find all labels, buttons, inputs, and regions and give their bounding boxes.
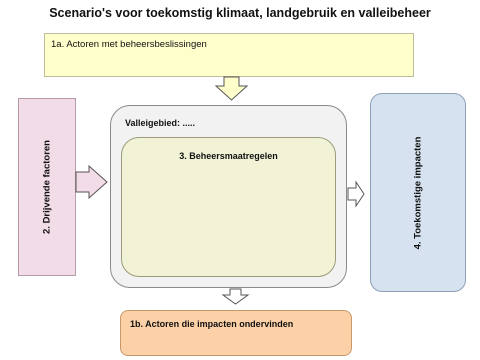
box-actors-impacts xyxy=(120,310,352,356)
box-future-impacts xyxy=(370,93,466,292)
box-future-impacts-label: 4. Toekomstige impacten xyxy=(412,136,424,249)
arrow-down-top xyxy=(216,77,247,100)
diagram-title: Scenario's voor toekomstig klimaat, landgebruik en valleibeheer xyxy=(49,6,431,20)
box-management-measures xyxy=(121,137,336,277)
arrow-right-impacts xyxy=(348,182,364,206)
box-actors-decisions xyxy=(44,33,414,77)
arrow-down-bottom xyxy=(223,289,248,304)
box-actors-impacts-label: 1b. Actoren die impacten ondervinden xyxy=(130,319,294,329)
box-driving-factors-label: 2. Drijvende factoren xyxy=(41,140,53,234)
arrow-right-drivers xyxy=(76,166,107,198)
box-management-measures-label: 3. Beheersmaatregelen xyxy=(179,151,278,161)
box-valley-area-label: Valleigebied: ..... xyxy=(125,118,196,128)
box-driving-factors xyxy=(18,98,76,276)
box-actors-decisions-label: 1a. Actoren met beheersbeslissingen xyxy=(51,39,207,50)
